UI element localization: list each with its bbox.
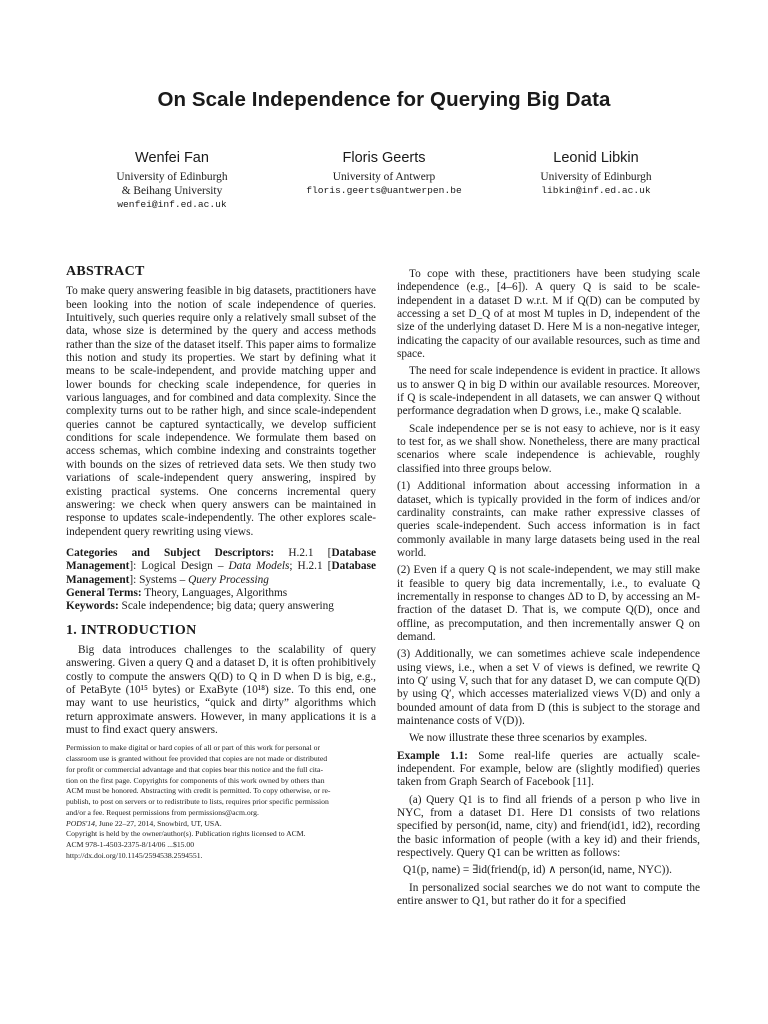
abstract-text: To make query answering feasible in big datasets, practitioners have been looking into the notion of scale independence of queries. Intuitively, such queries require only a relatively small subset of the data, whose size is determined by the query and access methods rather than the size of the dataset itself. This paper aims to formalize this notion and study its properties. We start by defining what it means to be scale-independent, and provide matching upper and lower bounds for checking scale independence, for queries in various languages, and for combined and data complexity. Since the complexity turns out to be rather high, and since scale-independent queries cannot be captured syntactically, we develop sufficient conditions for scale independence. We formulate them based on access schemas, which combine indexing and constraints together with bounds on the sizes of retrieved data sets. We then study two variations of scale-independent query answering, inspired by existing practical systems. One concerns incremental query answering: we check when query answers can be maintained in response to updates scale-independently. The other explores scale-independent query rewriting using views.: [66, 285, 376, 538]
category-topic: Query Processing: [188, 573, 269, 586]
body-paragraph: Scale independence per se is not easy to achieve, nor is it easy to test for, as we shall show. Nonetheless, there are many practical scenarios where scale independence is achievable, roughly classified into three groups below.: [397, 422, 700, 475]
body-paragraph: (1) Additional information about accessing information in a dataset, which is typically provided in the form of indices and/or cardinality constraints, can make rather expressive classes of queries scale-independent. Such access information is in fact commonly available in many large datasets being used in the real world.: [397, 480, 700, 559]
author-name: Floris Geerts: [342, 150, 426, 166]
author-affiliation: University of Edinburgh: [540, 171, 652, 183]
category-text: ]: Systems –: [129, 573, 189, 586]
permission-line: Permission to make digital or hard copies of all or part of this work for personal or: [66, 743, 321, 753]
intro-heading: 1. INTRODUCTION: [66, 622, 197, 638]
intro-paragraph: Big data introduces challenges to the scalability of query answering. Given a query Q and a dataset D, it is often prohibitively costly to compute the answers Q(D) to Q in D when D is big, e.g., of PetaByte (10¹⁵ bytes) or ExaByte (10¹⁸) size. To this end, one may want to use heuristics, “quick and dirty” algorithms which return approximate answers. However, in many applications it is a must to find exact query answers.: [66, 643, 376, 736]
body-paragraph: In personalized social searches we do not want to compute the entire answer to Q1, but rather do it for a specified: [397, 881, 700, 908]
permission-notice: [66, 743, 376, 861]
example-text: Some real-life queries are actually scale-independent. For example, below are (slightly modified) queries taken from Graph Search of Facebook [11].: [397, 749, 700, 789]
copyright-line: Copyright is held by the owner/author(s). Publication rights licensed to ACM.: [66, 829, 306, 839]
abstract-heading: ABSTRACT: [66, 264, 145, 279]
body-paragraph: (a) Query Q1 is to find all friends of a person p who live in NYC, from a dataset D1. Here D1 consists of two relations specified by person(id, name, city) and friend(id1, id2), recording the basic information of people (with a key id) and their friends, respectively. Query Q1 can be written as follows:: [397, 793, 700, 860]
category-text: ]: Logical Design –: [129, 560, 229, 573]
isbn-line: ACM 978-1-4503-2375-8/14/06 ...$15.00: [66, 840, 195, 850]
categories-label: Categories and Subject Descriptors:: [66, 546, 275, 559]
author-affiliation: University of Edinburgh: [116, 171, 228, 183]
venue-name: PODS'14,: [66, 818, 97, 828]
author-email: libkin@inf.ed.ac.uk: [541, 185, 651, 197]
author-3: [490, 148, 702, 213]
author-affiliation: & Beihang University: [121, 185, 223, 198]
keywords-label: Keywords:: [66, 600, 119, 613]
category-name: Database Management: [66, 560, 376, 586]
author-email: floris.geerts@uantwerpen.be: [306, 185, 462, 197]
general-terms: Theory, Languages, Algorithms: [141, 586, 288, 599]
permission-line: classroom use is granted without fee provided that copies are not made or distributed: [66, 754, 328, 764]
author-name: Wenfei Fan: [135, 150, 209, 166]
category-name: Database Management: [66, 546, 376, 573]
body-paragraph: (2) Even if a query Q is not scale-independent, we may still make it feasible to query big data incrementally, i.e., to evaluate Q incrementally in response to changes ΔD to D, by accessing an M-fraction of the dataset D. That is, we compute Q(D), once and offline, as precomputation, and then incrementally answer Q on demand.: [397, 564, 700, 643]
right-column: [397, 268, 700, 912]
body-paragraph: To cope with these, practitioners have been studying scale independence (e.g., [4–6]). A query Q is said to be scale-independent in a dataset D w.r.t. M if Q(D) can be computed by accessing a set D_Q of at most M tuples in D, independent of the size of the underlying dataset D. Here M is a non-negative integer, indicating the capacity of our available resources, such as time and space.: [397, 268, 700, 361]
permission-line: for profit or commercial advantage and that copies bear this notice and the full cita-: [66, 764, 324, 774]
author-block: [66, 148, 702, 213]
doi-link[interactable]: http://dx.doi.org/10.1145/2594538.2594551.: [66, 850, 203, 860]
permission-line: ACM must be honored. Abstracting with credit is permitted. To copy otherwise, or re-: [66, 786, 331, 796]
categories-block: [66, 547, 376, 614]
author-1: [66, 148, 278, 213]
body-paragraph: We now illustrate these three scenarios by examples.: [409, 732, 648, 745]
paper-title: On Scale Independence for Querying Big Data: [157, 88, 611, 111]
keywords-line: [66, 600, 376, 613]
general-terms-label: General Terms:: [66, 586, 142, 599]
category-code: H.2.1 [: [288, 546, 332, 559]
keywords: Scale independence; big data; query answering: [118, 600, 334, 613]
category-code: ; H.2.1 [: [289, 560, 332, 573]
example-label: Example 1.1:: [397, 749, 468, 762]
general-terms-line: [66, 587, 376, 600]
author-affiliation: University of Antwerp: [332, 171, 436, 183]
body-paragraph: (3) Additionally, we can sometimes achieve scale independence using views, i.e., when a set V of views is defined, we rewrite Q into Q′ using V, such that for any dataset D, we can compute Q(D) by using Q′, which accesses materialized views V(D) and only a bounded amount of data from D (this is subject to the storage and maintenance costs of V(D)).: [397, 648, 700, 727]
category-topic: Data Models: [228, 560, 290, 573]
author-email: wenfei@inf.ed.ac.uk: [117, 199, 227, 211]
left-column: [66, 265, 376, 862]
query-formula: Q1(p, name) = ∃id(friend(p, id) ∧ person(id, name, NYC)).: [403, 864, 672, 877]
permission-line: publish, to post on servers or to redistribute to lists, requires prior specific permission: [66, 797, 329, 807]
author-2: [278, 148, 490, 213]
author-name: Leonid Libkin: [553, 150, 639, 166]
venue-line: [66, 819, 376, 830]
permission-line: tion on the first page. Copyrights for components of this work owned by others than: [66, 775, 325, 785]
example-paragraph: [397, 750, 700, 790]
permission-line: and/or a fee. Request permissions from permissions@acm.org.: [66, 807, 259, 817]
venue-details: June 22–27, 2014, Snowbird, UT, USA.: [96, 818, 222, 828]
body-paragraph: The need for scale independence is evident in practice. It allows us to answer Q in big D within our available resources. Moreover, if Q is scale-independent in all datasets, we can answer Q without performance degradation when D grows, i.e., make Q scalable.: [397, 365, 700, 418]
categories-line: [66, 547, 376, 587]
